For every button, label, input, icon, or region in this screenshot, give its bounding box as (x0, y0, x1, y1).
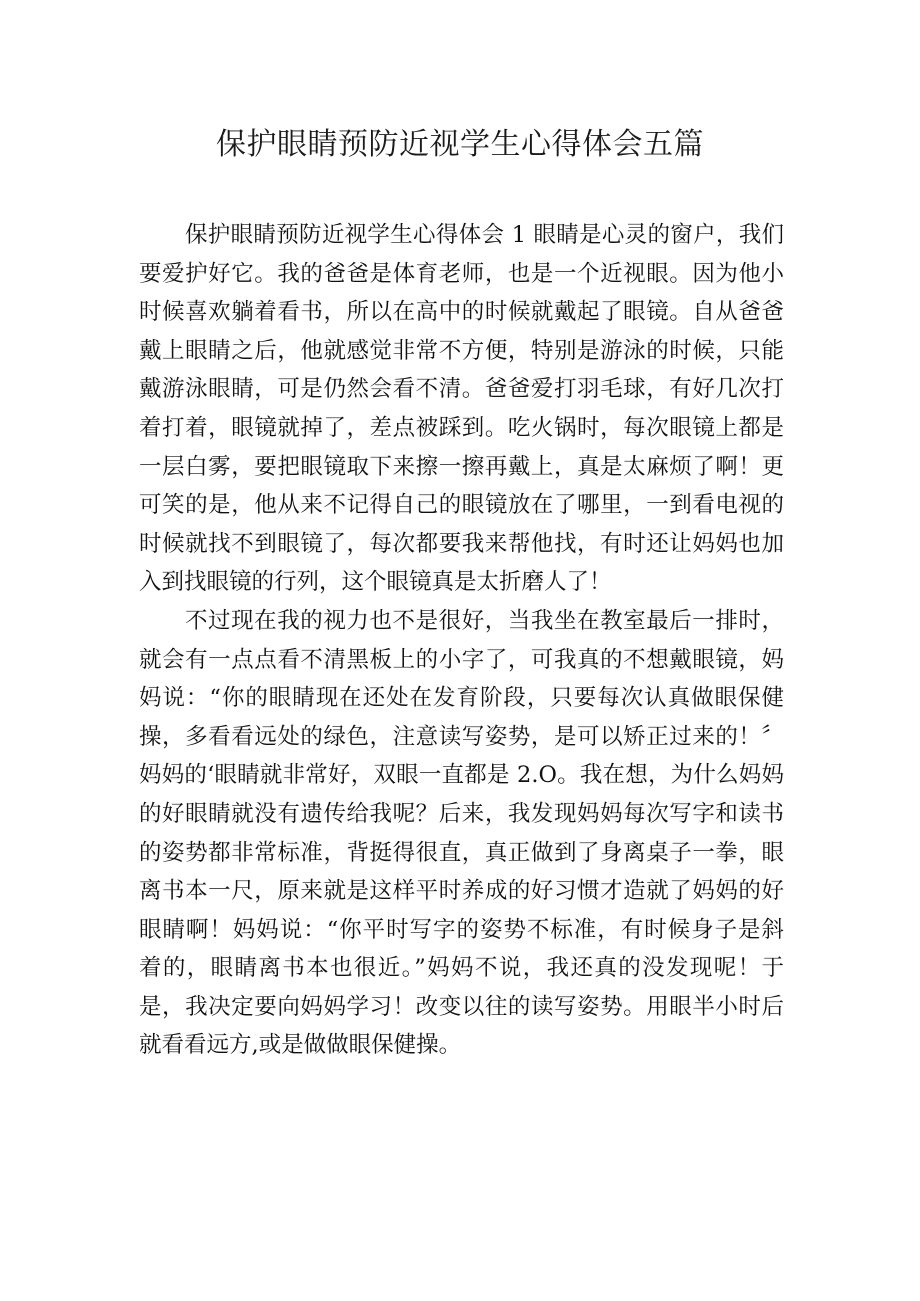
text-line: 离书本一尺，原来就是这样平时养成的好习惯才造就了妈妈的好 (139, 878, 784, 905)
text-line: 妈妈的‘眼睛就非常好，双眼一直都是 2.O。我在想，为什么妈妈 (139, 762, 784, 789)
text-line: 戴上眼睛之后，他就感觉非常不方便，特别是游泳的时候，只能 (139, 337, 784, 364)
text-line: 着打着，眼镜就掉了，差点被踩到。吃火锅时，每次眼镜上都是 (139, 414, 784, 441)
text-line: 就看看远方,或是做做眼保健操。 (139, 1032, 462, 1059)
text-line: 入到找眼镜的行列，这个眼镜真是太折磨人了！ (139, 569, 612, 596)
text-line: 不过现在我的视力也不是很好，当我坐在教室最后一排时， (185, 607, 784, 634)
text-line: 是，我决定要向妈妈学习！改变以往的读写姿势。用眼半小时后 (139, 993, 784, 1020)
text-line: 一层白雾，要把眼镜取下来擦一擦再戴上，真是太麻烦了啊！更 (139, 453, 784, 480)
text-line: 妈说：“你的眼睛现在还处在发育阶段，只要每次认真做眼保健 (139, 685, 784, 712)
document-title: 保护眼睛预防近视学生心得体会五篇 (216, 127, 704, 162)
text-line: 保护眼睛预防近视学生心得体会 1 眼睛是心灵的窗户，我们 (185, 222, 784, 248)
text-line: 着的，眼睛离书本也很近。”妈妈不说，我还真的没发现呢！于 (139, 955, 784, 982)
document-body (139, 216, 784, 1065)
text-line: 就会有一点点看不清黑板上的小字了，可我真的不想戴眼镜，妈 (139, 646, 784, 673)
text-line: 时候就找不到眼镜了，每次都要我来帮他找，有时还让妈妈也加 (139, 530, 784, 557)
text-line: 时候喜欢躺着看书，所以在高中的时候就戴起了眼镜。自从爸爸 (139, 299, 784, 326)
text-line: 眼睛啊！妈妈说：“你平时写字的姿势不标准，有时候身子是斜 (139, 916, 784, 943)
text-line: 可笑的是，他从来不记得自己的眼镜放在了哪里，一到看电视的 (139, 492, 784, 519)
text-line: 的姿势都非常标准，背挺得很直，真正做到了身离桌子一拳，眼 (139, 839, 784, 866)
text-line: 操，多看看远处的绿色，注意读写姿势，是可以矫正过来的！〞 (139, 723, 784, 750)
text-line: 要爱护好它。我的爸爸是体育老师，也是一个近视眼。因为他小 (139, 260, 784, 287)
text-line: 的好眼睛就没有遗传给我呢？后来，我发现妈妈每次写字和读书 (139, 800, 784, 827)
text-line: 戴游泳眼睛，可是仍然会看不清。爸爸爱打羽毛球，有好几次打 (139, 376, 784, 403)
